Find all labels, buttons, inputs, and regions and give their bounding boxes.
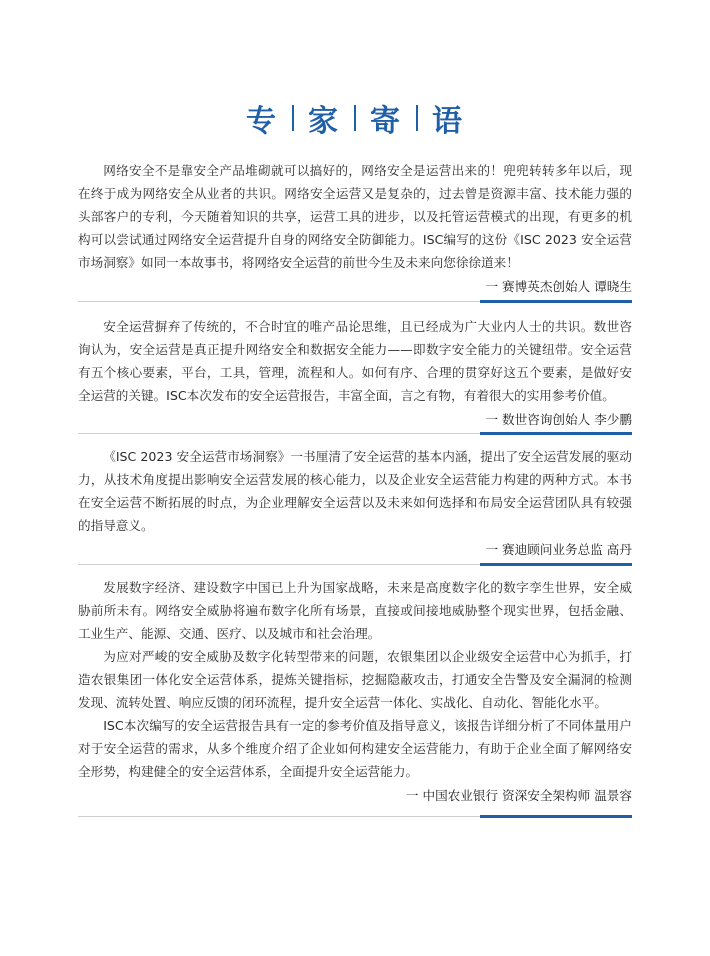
section-divider (78, 301, 632, 302)
section-divider (78, 433, 632, 434)
divider-accent (480, 815, 632, 818)
title-char: 寄 (370, 104, 402, 139)
section-divider (78, 816, 632, 817)
quote-paragraph: ISC本次编写的安全运营报告具有一定的参考价值及指导意义，该报告详细分析了不同体量用户对于安全运营的需求，从多个维度介绍了企业如何构建安全运营能力，有助于企业全面了解网络安全形势，构建健全的安全运营体系，全面提升安全运营能力。 (78, 718, 632, 779)
expert-quote-section (78, 445, 632, 561)
quote-signature: 一 中国农业银行 资深安全架构师 温景容 (405, 788, 632, 803)
divider-accent (480, 563, 632, 566)
quote-paragraph: 发展数字经济、建设数字中国已上升为国家战略，未来是高度数字化的数字孪生世界，安全威胁前所未有。网络安全威胁将遍布数字化所有场景，直接或间接地威胁整个现实世界，包括金融、工业生产、能源、交通、医疗、以及城市和社会治理。 (78, 580, 632, 641)
expert-quote-section (78, 159, 632, 298)
quote-signature: 一 赛博英杰创始人 谭晓生 (485, 279, 632, 294)
quote-paragraph: 《ISC 2023 安全运营市场洞察》一书厘清了安全运营的基本内涵，提出了安全运营发展的驱动力，从技术角度提出影响安全运营发展的核心能力，以及企业安全运营能力构建的两种方式。本书在安全运营不断拓展的时点，为企业理解安全运营以及未来如何选择和布局安全运营团队具有较强的指导意义。 (78, 449, 632, 533)
quote-paragraph: 为应对严峻的安全威胁及数字化转型带来的问题，农银集团以企业级安全运营中心为抓手，打造农银集团一体化安全运营体系，提炼关键指标，挖掘隐蔽攻击，打通安全告警及安全漏洞的检测发现、流转处置、响应反馈的闭环流程，提升安全运营一体化、实战化、自动化、智能化水平。 (78, 649, 632, 710)
title-char: 家 (308, 104, 340, 139)
title-separator (292, 105, 294, 131)
quote-paragraph: 安全运营摒弃了传统的，不合时宜的唯产品论思维，且已经成为广大业内人士的共识。数世咨询认为，安全运营是真正提升网络安全和数据安全能力——即数字安全能力的关键纽带。安全运营有五个核心要素，平台，工具，管理，流程和人。如何有序、合理的贯穿好这五个要素，是做好安全运营的关键。ISC本次发布的安全运营报告，丰富全面，言之有物，有着很大的实用参考价值。 (78, 319, 632, 403)
title-char: 专 (246, 104, 278, 139)
expert-quote-section (78, 315, 632, 431)
divider-accent (480, 300, 632, 303)
page-title (0, 96, 710, 140)
title-char: 语 (432, 104, 464, 139)
quote-paragraph: 网络安全不是靠安全产品堆砌就可以搞好的，网络安全是运营出来的！兜兜转转多年以后，现在终于成为网络安全从业者的共识。网络安全运营又是复杂的，过去曾是资源丰富、技术能力强的头部客户的专利，今天随着知识的共享，运营工具的进步，以及托管运营模式的出现，有更多的机构可以尝试通过网络安全运营提升自身的网络安全防御能力。ISC编写的这份《ISC 2023 安全运营市场洞察》如同一本故事书，将网络安全运营的前世今生及未来向您徐徐道来！ (78, 163, 632, 270)
title-separator (416, 105, 418, 131)
quote-signature: 一 赛迪顾问业务总监 高丹 (485, 542, 632, 557)
expert-quote-section (78, 576, 632, 807)
section-divider (78, 564, 632, 565)
divider-accent (480, 432, 632, 435)
quote-signature: 一 数世咨询创始人 李少鹏 (485, 412, 632, 427)
title-separator (354, 105, 356, 131)
